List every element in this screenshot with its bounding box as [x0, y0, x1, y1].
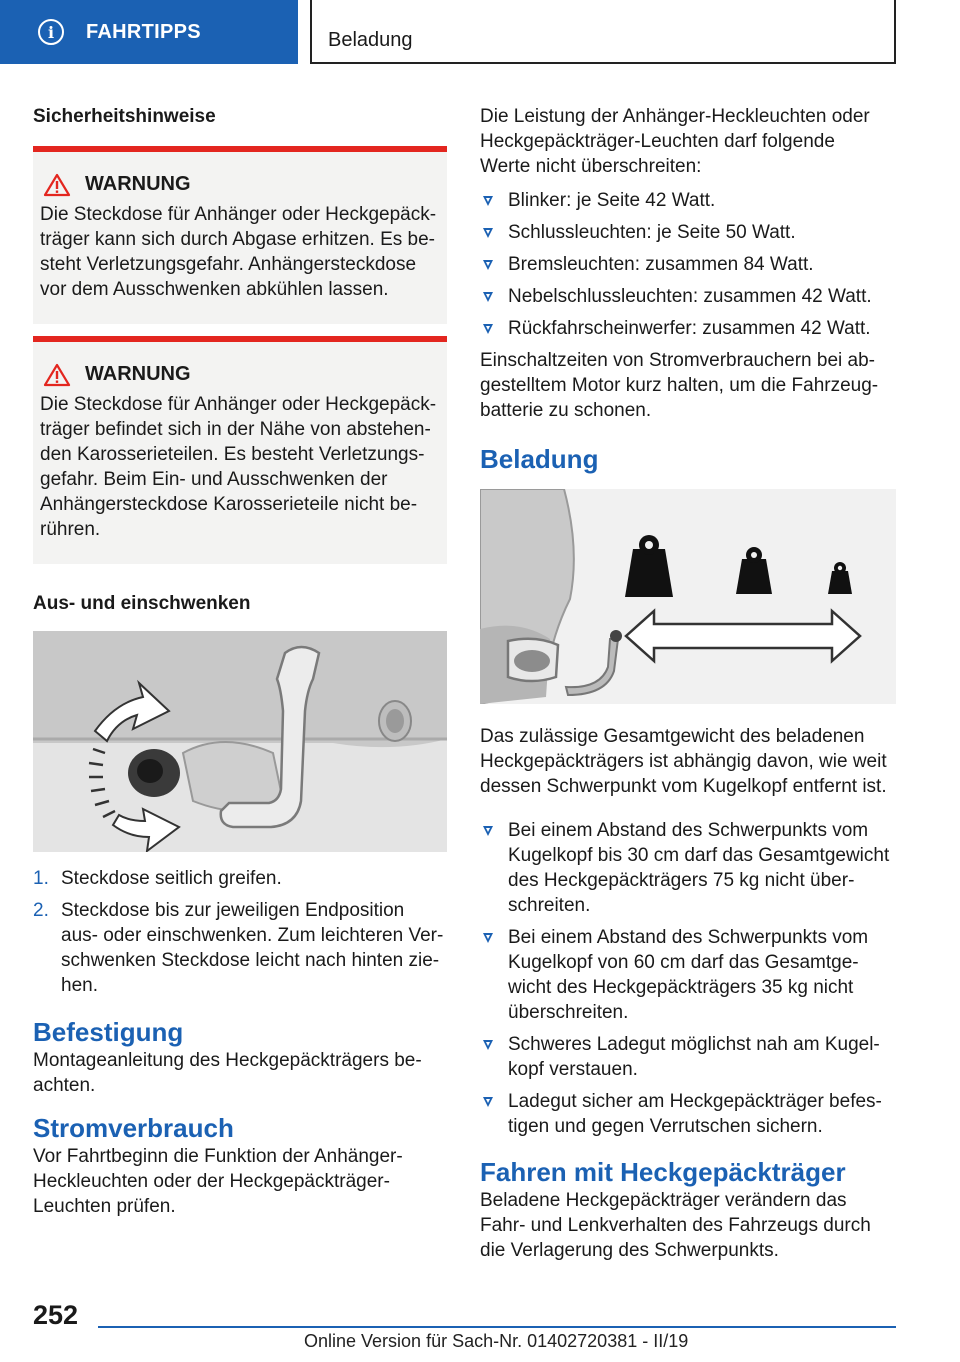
list-item: Bei einem Abstand des Schwerpunkts vom Kugelkopf von 60 cm darf das Gesamtge- wicht des Heckgepäckträgers 35 kg nicht überschreiten.	[480, 925, 898, 1025]
footer-online-version: Online Version für Sach-Nr. 01402720381 - II/19	[304, 1331, 689, 1351]
load-rules-list	[480, 818, 898, 1139]
power-intro-text: Die Leistung der Anhänger-Heckleuchten oder Heckgepäckträger-Leuchten darf folgende Werte nicht überschreiten:	[480, 106, 870, 177]
page-number: 252	[33, 1300, 79, 1330]
stromverbrauch-text: Vor Fahrtbeginn die Funktion der Anhänger- Heckleuchten oder der Heckgepäckträger- Leuchten prüfen.	[33, 1146, 403, 1217]
warning-triangle-icon	[43, 363, 71, 387]
warning-title: WARNUNG	[85, 173, 191, 195]
right-column	[480, 104, 898, 1263]
warning-triangle-icon	[43, 173, 71, 197]
section-header	[310, 0, 896, 64]
gesamtgewicht-text: Das zulässige Gesamtgewicht des beladenen Heckgepäckträgers ist abhängig davon, wie weit dessen Schwerpunkt vom Kugelkopf entfernt ist.	[480, 726, 887, 797]
fahren-text: Beladene Heckgepäckträger verändern das Fahr- und Lenkverhalten des Fahrzeugs durch die Verlagerung des Schwerpunkts.	[480, 1190, 871, 1261]
left-column	[33, 104, 447, 1219]
bullet-triangle-icon	[483, 260, 493, 270]
list-item: 2. Steckdose bis zur jeweiligen Endposition aus- oder einschwenken. Zum leichteren Ver- schwenken Steckdose leicht nach hinten zie- hen.	[33, 900, 444, 996]
list-item: Bremsleuchten: zusammen 84 Watt.	[480, 252, 898, 277]
warning-box-2	[33, 336, 447, 564]
bullet-triangle-icon	[483, 228, 493, 238]
power-limits-list	[480, 188, 898, 341]
fahren-heading: Fahren mit Heckgepäckträger	[480, 1157, 846, 1187]
swing-steps-list	[33, 866, 447, 998]
list-item: 1. Steckdose seitlich greifen.	[33, 868, 282, 889]
bullet-triangle-icon	[483, 1097, 493, 1107]
socket-swing-illustration	[33, 631, 447, 852]
warning-text: Die Steckdose für Anhänger oder Heckgepäck- träger befindet sich in der Nähe von abstehen- den Karosserieteilen. Es besteht Verletzungs- gefahr. Beim Ein- und Ausschwenken der Anhängersteckdose Karosserieteile nicht be- rühren.	[40, 394, 437, 540]
step-number: 1.	[33, 868, 49, 889]
list-item: Schweres Ladegut möglichst nah am Kugel- kopf verstauen.	[480, 1032, 898, 1082]
list-item: Ladegut sicher am Heckgepäckträger befes- tigen und gegen Verrutschen sichern.	[480, 1089, 898, 1139]
bullet-triangle-icon	[483, 933, 493, 943]
load-weight-illustration	[480, 489, 896, 704]
swing-heading: Aus- und einschwenken	[33, 593, 251, 614]
list-item: Bei einem Abstand des Schwerpunkts vom Kugelkopf bis 30 cm darf das Gesamtgewicht des Heckgepäckträgers 75 kg nicht über- schreiten.	[480, 818, 898, 918]
befestigung-text: Montageanleitung des Heckgepäckträgers be- achten.	[33, 1050, 422, 1096]
einschalt-text: Einschaltzeiten von Stromverbrauchern bei ab- gestelltem Motor kurz halten, um die Fahrzeug- batterie zu schonen.	[480, 350, 879, 421]
section-title: Beladung	[328, 29, 413, 51]
bullet-triangle-icon	[483, 196, 493, 206]
info-icon: i	[38, 19, 64, 45]
safety-heading: Sicherheitshinweise	[33, 106, 216, 127]
beladung-heading: Beladung	[480, 444, 599, 474]
step-number: 2.	[33, 900, 49, 921]
chapter-tab-label: FAHRTIPPS	[86, 20, 201, 43]
bullet-triangle-icon	[483, 1040, 493, 1050]
footer-divider	[98, 1326, 896, 1328]
list-item: Schlussleuchten: je Seite 50 Watt.	[480, 220, 898, 245]
stromverbrauch-heading: Stromverbrauch	[33, 1113, 234, 1143]
warning-title: WARNUNG	[85, 363, 191, 385]
list-item: Rückfahrscheinwerfer: zusammen 42 Watt.	[480, 316, 898, 341]
chapter-tab[interactable]	[0, 0, 298, 64]
warning-text: Die Steckdose für Anhänger oder Heckgepäck- träger kann sich durch Abgase erhitzen. Es be- steht Verletzungsgefahr. Anhängersteckdose vor dem Ausschwenken abkühlen lassen.	[40, 204, 437, 300]
warning-box-1	[33, 146, 447, 324]
bullet-triangle-icon	[483, 292, 493, 302]
befestigung-heading: Befestigung	[33, 1017, 184, 1047]
list-item: Nebelschlussleuchten: zusammen 42 Watt.	[480, 284, 898, 309]
bullet-triangle-icon	[483, 826, 493, 836]
bullet-triangle-icon	[483, 324, 493, 334]
list-item: Blinker: je Seite 42 Watt.	[480, 188, 898, 213]
